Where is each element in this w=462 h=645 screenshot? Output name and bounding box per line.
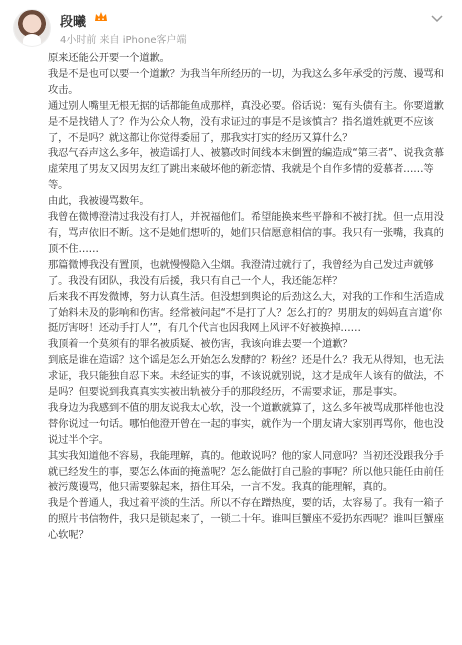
paragraph: 我是不是也可以要一个道歉？为我当年所经历的一切，为我这么多年承受的污蔑、谩骂和攻击。 xyxy=(48,67,444,96)
paragraph: 通过别人嘴里无根无据的话都能鱼成那样，真没必要。俗话说：冤有头债有主。你要道歉是不是找错人了？作为公众人物，没有求证过的事是不是该慎言？指名道姓就更不应该了，不是吗？就这都让你觉得委屈了，那我实打实的经历又算什么？ xyxy=(48,99,444,144)
avatar[interactable] xyxy=(14,10,50,46)
paragraph: 我是个普通人，我过着平淡的生活。所以不存在蹭热度，要的话，太容易了。我有一箱子的照片书信物件，我只是锁起来了，一锁二十年。谁叫巨蟹座不爱扔东西呢？谁叫巨蟹座心软呢？ xyxy=(48,497,444,542)
paragraph: 其实我知道他不容易，我能理解，真的。他敢说吗？他的家人同意吗？当初还没跟我分手就已经发生的事，要怎么体面的掩盖呢？怎么能做打自己脸的事呢？所以他只能任由前任被污蔑谩骂，他只需要躲起来，捂住耳朵，一言不发。我真的能理解，真的。 xyxy=(48,449,444,494)
paragraph: 那篇微博我没有置顶，也就慢慢隐入尘烟。我澄清过就行了，我曾经为自己发过声就够了。我没有团队，我没有后援，我只有自己一个人，我还能怎样？ xyxy=(48,258,434,287)
post-meta: 4小时前 来自 iPhone客户端 xyxy=(60,35,187,46)
chevron-down-icon[interactable] xyxy=(430,14,444,24)
crown-icon xyxy=(94,11,108,23)
paragraph: 我忍气吞声这么多年，被造谣打人、被篡改时间线本末倒置的编造成“第三者”、说我贪慕虚荣甩了男友又因男友红了跳出来破坏他的新恋情、我就是个自作多情的爱慕者……等等。 xyxy=(48,147,444,192)
paragraph: 由此，我被谩骂数年。 xyxy=(48,195,150,208)
paragraph: 我曾在微博澄清过我没有打人，并祝福他们。希望能换来些平静和不被打扰。但一点用没有，骂声依旧不断。这不是她们想听的，她们只信愿意相信的事。我只有一张嘴，我真的顶不住…… xyxy=(48,211,444,255)
paragraph: 到底是谁在造谣？这个谣是怎么开始怎么发酵的？粉丝？还是什么？我无从得知，也无法求证，我只能独自忍下来。未经证实的事，不该说就别说，这才是成年人该有的做法，不是吗？但要说到我真真实实被出轨被分手的那段经历，不需要求证，那是事实。 xyxy=(48,354,444,399)
paragraph: 我顶着一个莫须有的罪名被质疑、被伤害，我该向谁去要一个道歉？ xyxy=(48,338,353,351)
post-content xyxy=(48,51,452,544)
post-header xyxy=(12,8,452,52)
paragraph: 后来我不再发微博，努力认真生活。但没想到舆论的后劲这么大，对我的工作和生活造成了始料未及的影响和伤害。经常被问起“不是打了人？怎么打的？男朋友的妈妈直言道‘你挺厉害呀！还动手打人’”，有几个代言也因我网上风评不好被换掉…… xyxy=(48,290,444,335)
paragraph: 我身边为我感到不值的朋友说我太心软，没一个道歉就算了，这么多年被骂成那样他也没替你说过一句话。哪怕他澄开曾在一起的事实，就作为一个朋友请大家别再骂你，他也没说过半个字。 xyxy=(48,401,444,446)
paragraph: 原来还能公开要一个道歉。 xyxy=(48,52,170,64)
user-name[interactable]: 段曦 xyxy=(60,15,87,30)
